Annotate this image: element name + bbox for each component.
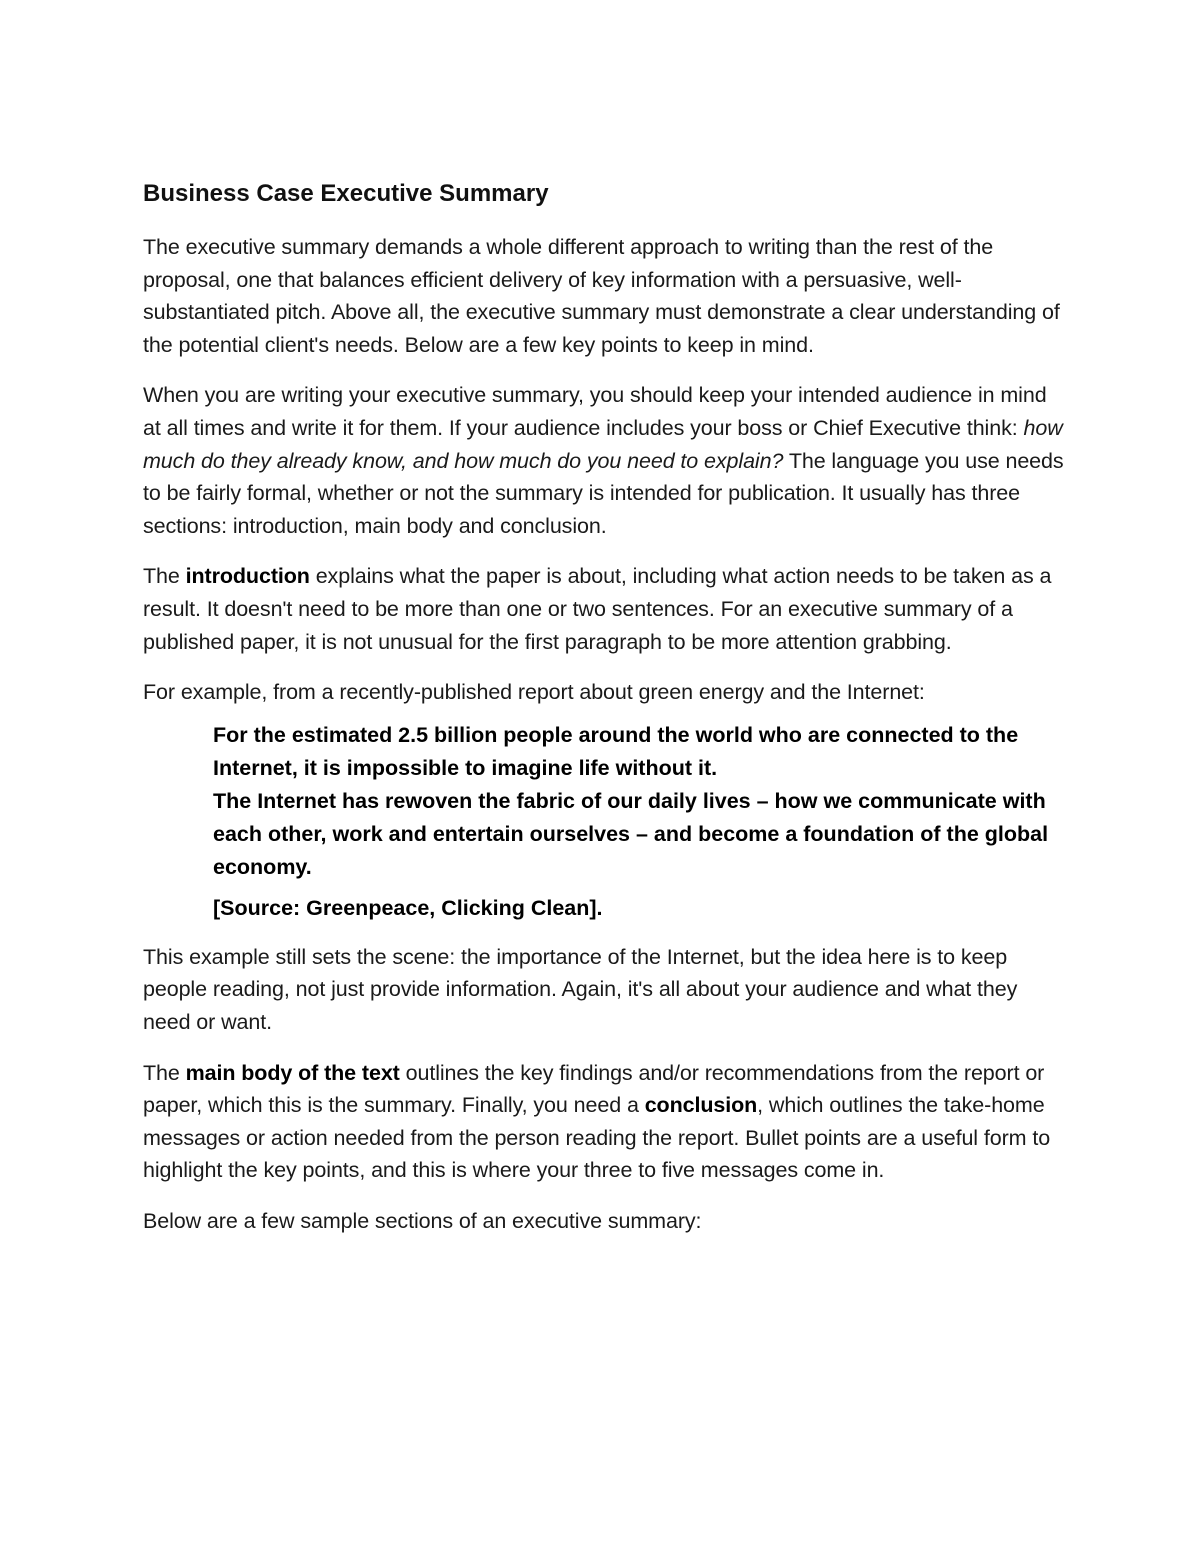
paragraph-example-comment: This example still sets the scene: the importance of the Internet, but the idea here is to keep people reading, not just provide information. Again, it's all about your audience and what they need or want. <box>143 944 1018 1034</box>
example-quote <box>213 719 1068 925</box>
main-body-term: main body of the text <box>185 1060 400 1085</box>
audience-text-start: When you are writing your executive summary, you should keep your intended audience in mind at all times and write it for them. If your audience includes your boss or Chief Executive think: <box>143 383 1047 440</box>
document-page <box>143 178 1068 1255</box>
paragraph-audience <box>143 379 1068 542</box>
main-body-text-b: outlines the key findings and/or recommendations from the report or paper, which this is the summary. Finally, you need a <box>143 1060 1045 1118</box>
conclusion-term: conclusion <box>644 1093 758 1118</box>
main-body-text-c: , which outlines the take-home messages or action needed from the person reading the report. Bullet points are a useful form to highlight the key points, and this is where your three to five messages come in. <box>143 1093 1051 1183</box>
quote-line-1: For the estimated 2.5 billion people around the world who are connected to the Internet, it is impossible to imagine life without it. <box>213 722 1019 780</box>
document-title: Business Case Executive Summary <box>143 180 549 207</box>
paragraph-sample-sections: Below are a few sample sections of an executive summary: <box>143 1208 702 1233</box>
paragraph-main-body <box>143 1057 1068 1187</box>
intro-text-start: The <box>143 564 186 589</box>
introduction-term: introduction <box>185 564 310 589</box>
audience-question: how much do they already know, and how much do you need to explain? <box>143 415 1063 473</box>
audience-text-end: The language you use needs to be fairly formal, whether or not the summary is intended for publication. It usually has three sections: introduction, main body and conclusion. <box>143 448 1064 538</box>
quote-source: [Source: Greenpeace, Clicking Clean]. <box>213 895 603 920</box>
quote-line-2: The Internet has rewoven the fabric of our daily lives – how we communicate with each other, work and entertain ourselves – and become a foundation of the global economy. <box>213 788 1049 879</box>
paragraph-example-lead: For example, from a recently-published report about green energy and the Internet: <box>143 680 925 705</box>
paragraph-intro: The executive summary demands a whole different approach to writing than the rest of the proposal, one that balances efficient delivery of key information with a persuasive, well-substantiated pitch. Above all, the executive summary must demonstrate a clear understanding of the potential client's needs. Below are a few key points to keep in mind. <box>143 235 1060 357</box>
main-body-text-a: The <box>143 1060 186 1085</box>
intro-text-end: explains what the paper is about, including what action needs to be taken as a result. It doesn't need to be more than one or two sentences. For an executive summary of a published paper, it is not unusual for the first paragraph to be more attention grabbing. <box>143 564 1052 654</box>
paragraph-introduction-section <box>143 560 1068 658</box>
